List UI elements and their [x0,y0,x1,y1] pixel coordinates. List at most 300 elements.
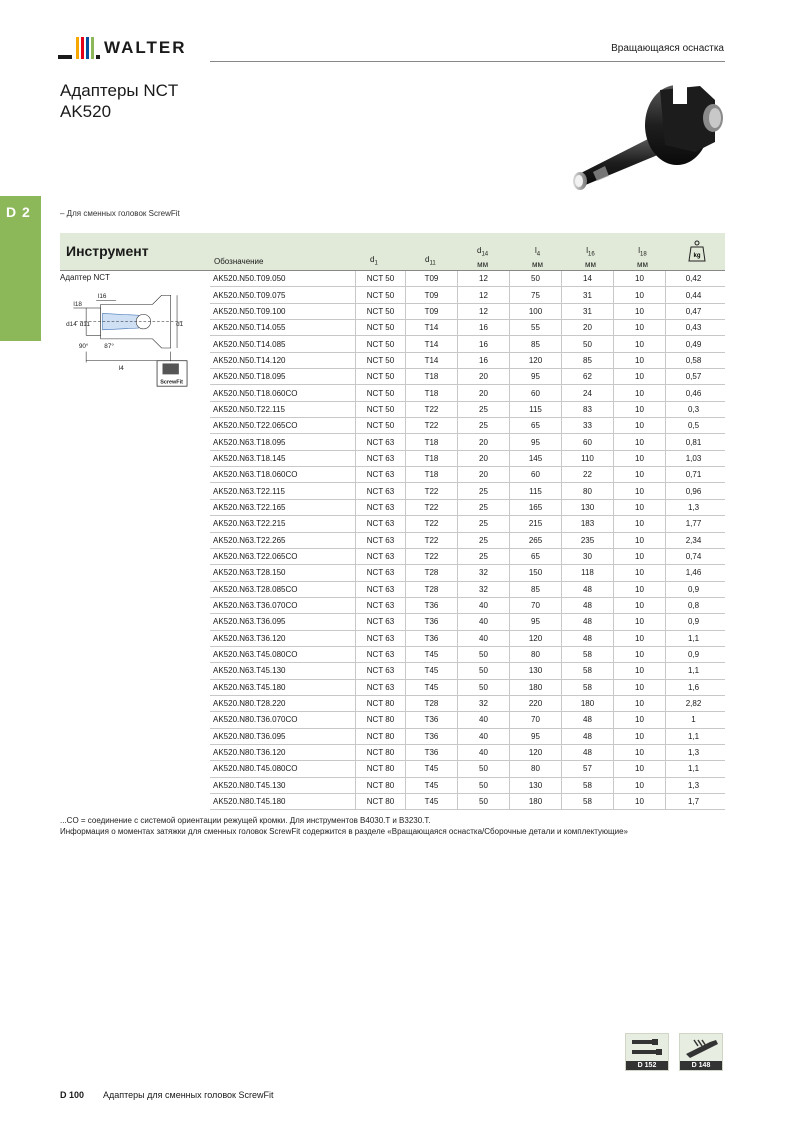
cell-l4: 85 [510,582,562,597]
cell-l18: 10 [614,794,666,809]
cell-weight: 1,46 [685,568,702,578]
cell-l4: 65 [510,418,562,433]
label-l16: l16 [97,293,107,300]
cell-d11: T09 [406,287,458,302]
table-row [210,516,725,532]
cell-code: AK520.N63.T36.095 [210,614,356,629]
cell-d11: T36 [406,631,458,646]
logo-bars [58,37,100,59]
cell-code: AK520.N63.T28.085CO [210,582,356,597]
cell-weight: 0,74 [685,552,702,562]
cell-d14: 40 [458,712,510,727]
adapter-label: Адаптер NCT [60,273,110,282]
cell-l4: 95 [510,729,562,744]
cell-d14: 50 [458,680,510,695]
cell-l4: 65 [510,549,562,564]
cell-l16: 22 [562,467,614,482]
cell-d11: T14 [406,353,458,368]
cell-l16: 80 [562,483,614,498]
cell-weight: 1,03 [685,453,702,463]
title-line-2: AK520 [60,102,112,121]
cell-d11: T36 [406,712,458,727]
cell-weight: 0,8 [687,601,700,611]
cell-d1: NCT 50 [356,287,406,302]
cell-d14: 12 [458,304,510,319]
table-row [210,712,725,728]
cell-l18: 10 [614,353,666,368]
col-header-d11: $d_{11}$ [425,255,436,267]
cell-weight: 0,49 [685,339,702,349]
svg-text:ScrewFit: ScrewFit [160,379,183,386]
cell-l16: 31 [562,287,614,302]
cell-l16: 50 [562,336,614,351]
cell-l18: 10 [614,385,666,400]
cell-l18: 10 [614,533,666,548]
cell-code: AK520.N80.T28.220 [210,696,356,711]
col-header-l16: $l_{16}$ мм [585,246,596,269]
col-header-code: Обозначение [214,257,264,266]
cell-weight: 2,34 [685,535,702,545]
cell-d14: 40 [458,614,510,629]
cell-d14: 12 [458,287,510,302]
table-row [210,778,725,794]
table-row [210,680,725,696]
cell-d11: T18 [406,467,458,482]
cell-d1: NCT 63 [356,533,406,548]
cell-l16: 58 [562,680,614,695]
cell-d1: NCT 63 [356,500,406,515]
cell-d11: T28 [406,565,458,580]
footnote-co: ...CO = соединение с системой ориентации режущей кромки. Для инструментов B4030.T и B3230.T. [60,816,431,825]
cell-weight: 1,1 [687,731,700,741]
cell-d14: 16 [458,336,510,351]
cell-d1: NCT 50 [356,320,406,335]
cell-l18: 10 [614,598,666,613]
table-row [210,369,725,385]
cell-d14: 25 [458,533,510,548]
cell-code: AK520.N80.T36.070CO [210,712,356,727]
cell-weight: 0,5 [687,421,700,431]
table-row [210,320,725,336]
cell-d1: NCT 63 [356,451,406,466]
cell-l18: 10 [614,483,666,498]
cell-l4: 50 [510,271,562,286]
cell-l16: 60 [562,434,614,449]
cell-l18: 10 [614,582,666,597]
cell-d14: 25 [458,418,510,433]
cell-code: AK520.N50.T14.085 [210,336,356,351]
table-row [210,647,725,663]
cell-d1: NCT 63 [356,516,406,531]
technical-drawing [60,288,195,388]
cell-l18: 10 [614,647,666,662]
table-header-band [60,233,725,270]
cell-d14: 20 [458,369,510,384]
cell-l18: 10 [614,761,666,776]
cell-d1: NCT 80 [356,778,406,793]
cell-code: AK520.N50.T18.095 [210,369,356,384]
cell-l18: 10 [614,467,666,482]
cell-weight: 1,3 [687,502,700,512]
cell-code: AK520.N50.T22.115 [210,402,356,417]
cell-d14: 16 [458,320,510,335]
cell-d1: NCT 80 [356,761,406,776]
cell-d11: T45 [406,778,458,793]
table-row [210,565,725,581]
table-row [210,761,725,777]
cell-d14: 20 [458,385,510,400]
cell-d1: NCT 50 [356,385,406,400]
cell-weight: 0,42 [685,274,702,284]
cell-d11: T14 [406,336,458,351]
col-header-l18: $l_{18}$ мм [637,246,648,269]
table-row [210,385,725,401]
table-row [210,483,725,499]
table-row [210,402,725,418]
cell-d1: NCT 80 [356,794,406,809]
label-l4: l4 [118,364,124,372]
cell-l18: 10 [614,680,666,695]
header-rule [210,61,725,62]
cell-d1: NCT 63 [356,467,406,482]
cell-d14: 50 [458,647,510,662]
cell-l4: 80 [510,761,562,776]
cell-code: AK520.N63.T22.115 [210,483,356,498]
table-row [210,451,725,467]
product-image [565,80,735,200]
cell-weight: 0,43 [685,323,702,333]
cell-l16: 57 [562,761,614,776]
cell-l4: 130 [510,778,562,793]
cell-code: AK520.N63.T18.145 [210,451,356,466]
cell-weight: 0,9 [687,617,700,627]
cell-d1: NCT 63 [356,582,406,597]
cell-code: AK520.N63.T22.215 [210,516,356,531]
cell-d11: T45 [406,794,458,809]
cell-l4: 55 [510,320,562,335]
cell-l4: 115 [510,483,562,498]
cell-l18: 10 [614,402,666,417]
cell-l4: 120 [510,745,562,760]
cell-weight: 1 [691,715,696,725]
cell-l16: 110 [562,451,614,466]
cell-d11: T36 [406,598,458,613]
section-title: Вращающаяся оснастка [611,43,724,54]
cell-l4: 120 [510,353,562,368]
table-row [210,500,725,516]
cell-d14: 40 [458,745,510,760]
screw-tool-icon [626,1034,670,1062]
table-row [210,582,725,598]
cell-d14: 20 [458,451,510,466]
table-row [210,271,725,287]
cell-code: AK520.N63.T45.080CO [210,647,356,662]
table-row [210,631,725,647]
cell-code: AK520.N50.T14.120 [210,353,356,368]
cell-l16: 30 [562,549,614,564]
cell-d11: T45 [406,680,458,695]
title-line-1: Адаптеры NCT [60,81,179,100]
cell-l4: 165 [510,500,562,515]
cell-l18: 10 [614,516,666,531]
cell-weight: 1,6 [687,682,700,692]
cell-d11: T22 [406,516,458,531]
cell-l16: 48 [562,712,614,727]
cell-l18: 10 [614,451,666,466]
cell-l4: 85 [510,336,562,351]
col-header-d1: $d_1$ [370,255,378,267]
table-row [210,598,725,614]
svg-text:kg: kg [693,253,701,259]
cell-d11: T18 [406,434,458,449]
cell-d1: NCT 63 [356,647,406,662]
cell-d14: 16 [458,353,510,368]
cell-d1: NCT 50 [356,369,406,384]
table-row [210,304,725,320]
cell-d14: 40 [458,729,510,744]
cell-d11: T18 [406,451,458,466]
cell-weight: 1,77 [685,519,702,529]
cell-weight: 0,46 [685,388,702,398]
cell-d11: T28 [406,696,458,711]
table-row [210,663,725,679]
cell-l18: 10 [614,434,666,449]
cell-l4: 100 [510,304,562,319]
cell-code: AK520.N63.T36.070CO [210,598,356,613]
cell-d1: NCT 50 [356,418,406,433]
label-d1: d1 [176,321,184,329]
cell-weight: 0,81 [685,437,702,447]
cell-code: AK520.N50.T18.060CO [210,385,356,400]
cell-weight: 1,1 [687,633,700,643]
cell-d1: NCT 63 [356,663,406,678]
cell-l4: 120 [510,631,562,646]
cell-d11: T28 [406,582,458,597]
col-header-d14: $d_{14}$ мм [477,246,489,269]
cell-d11: T22 [406,483,458,498]
ref-d152[interactable]: D 152 [625,1033,669,1071]
cell-d11: T22 [406,549,458,564]
cell-d14: 32 [458,582,510,597]
cell-l4: 95 [510,369,562,384]
table-row [210,418,725,434]
cell-code: AK520.N63.T18.060CO [210,467,356,482]
cell-code: AK520.N80.T36.120 [210,745,356,760]
cell-l4: 115 [510,402,562,417]
cell-l18: 10 [614,565,666,580]
cell-l4: 220 [510,696,562,711]
table-row [210,729,725,745]
cell-weight: 1,7 [687,797,700,807]
cell-l16: 48 [562,614,614,629]
cell-l16: 130 [562,500,614,515]
cell-d14: 25 [458,500,510,515]
cell-l16: 48 [562,598,614,613]
footnote-torque: Информация о моментах затяжки для сменных головок ScrewFit содержится в разделе «Вращающаяся оснастка/Сборочные детали и комплектующие» [60,827,629,836]
cell-code: AK520.N50.T09.075 [210,287,356,302]
cell-l18: 10 [614,287,666,302]
cell-code: AK520.N80.T45.130 [210,778,356,793]
cell-l18: 10 [614,712,666,727]
col-header-weight [688,240,706,264]
table-row [210,353,725,369]
label-l18: l18 [73,301,82,309]
cell-l16: 183 [562,516,614,531]
cell-l4: 75 [510,287,562,302]
cell-l4: 265 [510,533,562,548]
cell-l18: 10 [614,729,666,744]
cell-d1: NCT 63 [356,680,406,695]
cell-weight: 0,71 [685,470,702,480]
walter-logo [58,36,187,60]
cell-code: AK520.N80.T36.095 [210,729,356,744]
cell-weight: 1,3 [687,748,700,758]
cell-l16: 20 [562,320,614,335]
cell-l16: 83 [562,402,614,417]
cell-d14: 32 [458,696,510,711]
label-d11: d11 [79,321,90,329]
cell-weight: 2,82 [685,699,702,709]
cell-d1: NCT 50 [356,402,406,417]
cell-d1: NCT 50 [356,353,406,368]
cell-weight: 0,9 [687,650,700,660]
cell-l18: 10 [614,369,666,384]
cell-d11: T18 [406,385,458,400]
cell-d14: 40 [458,598,510,613]
cell-code: AK520.N50.T09.050 [210,271,356,286]
cell-l16: 48 [562,582,614,597]
cell-l18: 10 [614,320,666,335]
cell-l4: 180 [510,794,562,809]
cell-d1: NCT 80 [356,696,406,711]
cell-l16: 180 [562,696,614,711]
logo-wordmark: WALTER [104,38,187,57]
cell-weight: 0,3 [687,404,700,414]
cell-weight: 1,1 [687,666,700,676]
cell-code: AK520.N63.T22.065CO [210,549,356,564]
cell-d14: 25 [458,483,510,498]
table-row [210,467,725,483]
cell-l18: 10 [614,614,666,629]
label-90: 90° [78,343,89,350]
page-caption: Адаптеры для сменных головок ScrewFit [103,1090,274,1100]
cell-l16: 58 [562,647,614,662]
cell-code: AK520.N63.T45.180 [210,680,356,695]
cell-l4: 80 [510,647,562,662]
cell-l4: 60 [510,467,562,482]
cell-d11: T45 [406,663,458,678]
cell-d14: 50 [458,794,510,809]
cell-d1: NCT 50 [356,271,406,286]
screwfit-note: – Для сменных головок ScrewFit [60,209,180,218]
cell-l16: 235 [562,533,614,548]
cell-l16: 118 [562,565,614,580]
col-header-l4: $l_4$ мм [532,246,543,269]
cell-d11: T36 [406,614,458,629]
cell-l18: 10 [614,336,666,351]
cell-l16: 58 [562,663,614,678]
footnotes [60,815,628,837]
cell-weight: 1,3 [687,780,700,790]
cell-d11: T18 [406,369,458,384]
cell-d14: 32 [458,565,510,580]
cell-code: AK520.N63.T22.265 [210,533,356,548]
cell-code: AK520.N80.T45.180 [210,794,356,809]
page-title [60,80,178,122]
cell-d1: NCT 63 [356,549,406,564]
cell-d1: NCT 63 [356,565,406,580]
weight-icon [688,240,706,262]
cell-l4: 70 [510,598,562,613]
table-row [210,614,725,630]
cell-d14: 20 [458,434,510,449]
cell-d14: 20 [458,467,510,482]
cell-d1: NCT 80 [356,745,406,760]
cell-d11: T36 [406,729,458,744]
cell-code: AK520.N80.T45.080CO [210,761,356,776]
cell-d1: NCT 80 [356,729,406,744]
cell-code: AK520.N63.T22.165 [210,500,356,515]
cell-d1: NCT 63 [356,614,406,629]
cell-d11: T22 [406,500,458,515]
cell-l16: 62 [562,369,614,384]
table-row [210,696,725,712]
cell-l18: 10 [614,696,666,711]
cell-d1: NCT 63 [356,598,406,613]
cell-d11: T45 [406,761,458,776]
table-row [210,745,725,761]
cell-d11: T45 [406,647,458,662]
page-number: D 100 [60,1090,85,1100]
cell-l16: 48 [562,631,614,646]
cell-code: AK520.N50.T22.065CO [210,418,356,433]
cell-weight: 0,9 [687,584,700,594]
cell-d11: T09 [406,271,458,286]
cell-l4: 130 [510,663,562,678]
cell-code: AK520.N63.T28.150 [210,565,356,580]
wrench-tool-icon [680,1034,724,1062]
screwfit-icon [157,361,187,386]
cell-d14: 25 [458,402,510,417]
cell-d11: T22 [406,418,458,433]
cell-d11: T09 [406,304,458,319]
cell-weight: 1,1 [687,764,700,774]
cell-d14: 12 [458,271,510,286]
table-row [210,434,725,450]
cell-l16: 31 [562,304,614,319]
cell-weight: 0,44 [685,290,702,300]
data-table [210,271,725,810]
cell-l4: 95 [510,614,562,629]
cell-weight: 0,47 [685,306,702,316]
ref-d148[interactable]: D 148 [679,1033,723,1071]
cell-l18: 10 [614,745,666,760]
cell-d1: NCT 50 [356,304,406,319]
cell-d11: T14 [406,320,458,335]
cell-d14: 50 [458,761,510,776]
cell-weight: 0,58 [685,355,702,365]
label-87: 87° [104,343,114,350]
cell-l4: 70 [510,712,562,727]
cell-l18: 10 [614,631,666,646]
cell-l18: 10 [614,418,666,433]
cell-d14: 50 [458,663,510,678]
cell-code: AK520.N63.T36.120 [210,631,356,646]
cell-code: AK520.N63.T45.130 [210,663,356,678]
cell-d11: T22 [406,402,458,417]
label-d14: d14 [66,321,77,329]
cell-l16: 24 [562,385,614,400]
